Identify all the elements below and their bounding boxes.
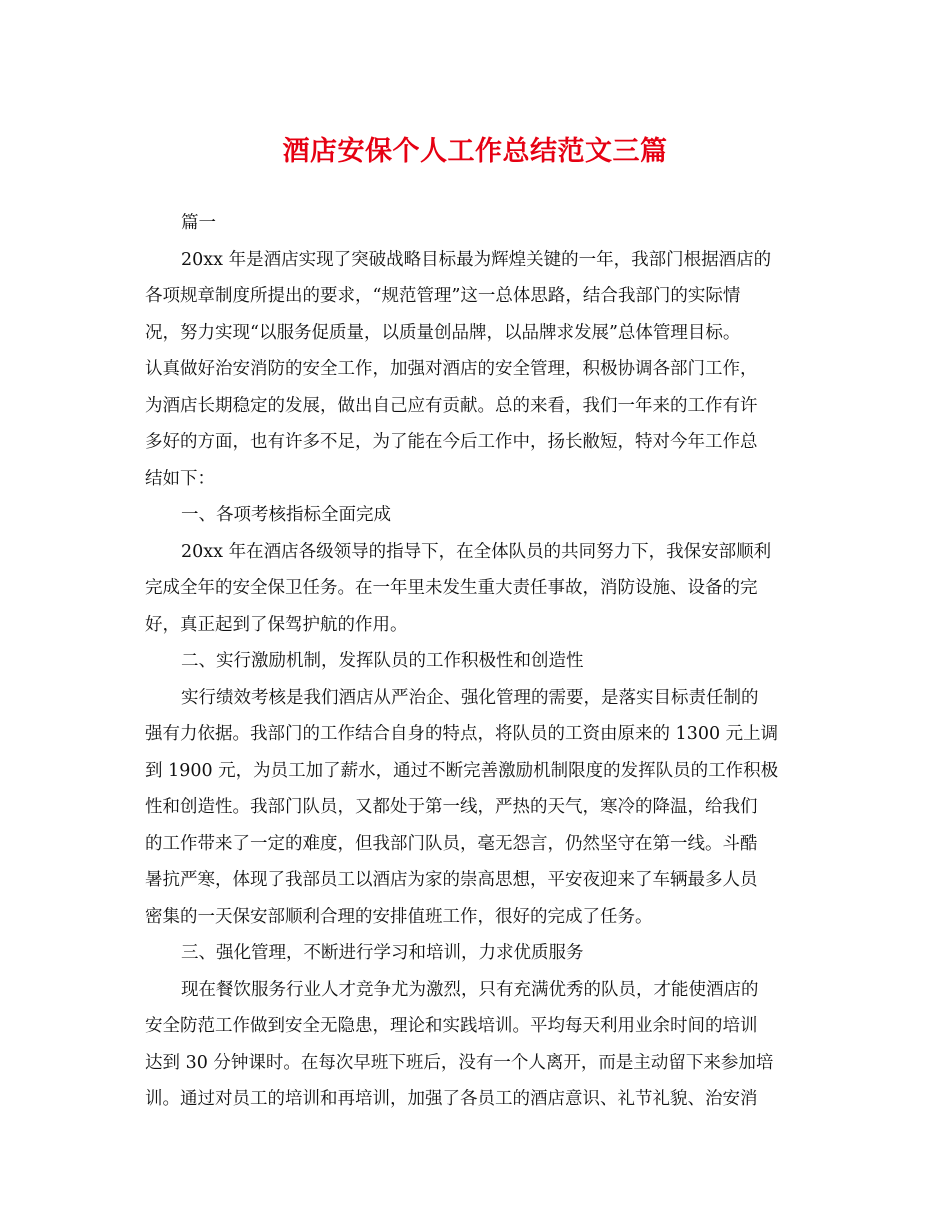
text-line: 暑抗严寒，体现了我部员工以酒店为家的崇高思想，平安夜迎来了车辆最多人员 xyxy=(145,870,758,890)
text-line: 20xx 年在酒店各级领导的指导下，在全体队员的共同努力下，我保安部顺利 xyxy=(181,541,772,562)
text-line: 密集的一天保安部顺利合理的安排值班工作，很好的完成了任务。 xyxy=(145,906,653,927)
text-line: 二、实行激励机制，发挥队员的工作积极性和创造性 xyxy=(181,651,584,671)
text-line: 一、各项考核指标全面完成 xyxy=(181,505,391,525)
text-line: 为酒店长期稳定的发展，做出自己应有贡献。总的来看，我们一年来的工作有许 xyxy=(145,395,758,416)
text-line: 各项规章制度所提出的要求，“规范管理”这一总体思路，结合我部门的实际情 xyxy=(145,286,741,306)
text-line: 训。通过对员工的培训和再培训，加强了各员工的酒店意识、礼节礼貌、治安消 xyxy=(145,1089,758,1109)
text-line: 安全防范工作做到安全无隐患，理论和实践培训。平均每天利用业余时间的培训 xyxy=(145,1016,758,1036)
text-line: 达到 30 分钟课时。在每次早班下班后，没有一个人离开，而是主动留下来参加培 xyxy=(145,1052,774,1073)
text-line: 篇一 xyxy=(181,213,216,233)
text-line: 实行绩效考核是我们酒店从严治企、强化管理的需要，是落实目标责任制的 xyxy=(181,687,759,708)
text-line: 性和创造性。我部门队员，又都处于第一线，严热的天气，寒冷的降温，给我们 xyxy=(145,797,758,817)
text-line: 的工作带来了一定的难度，但我部门队员，毫无怨言，仍然坚守在第一线。斗酷 xyxy=(145,833,758,854)
text-line: 20xx 年是酒店实现了突破战略目标最为辉煌关键的一年，我部门根据酒店的 xyxy=(181,249,772,270)
text-line: 认真做好治安消防的安全工作，加强对酒店的安全管理，积极协调各部门工作， xyxy=(145,359,758,379)
text-line: 到 1900 元，为员工加了薪水，通过不断完善激励机制限度的发挥队员的工作积极 xyxy=(145,760,779,781)
document-title: 酒店安保个人工作总结范文三篇 xyxy=(282,136,668,167)
text-line: 强有力依据。我部门的工作结合自身的特点，将队员的工资由原来的 1300 元上调 xyxy=(145,724,779,744)
text-line: 三、强化管理，不断进行学习和培训，力求优质服务 xyxy=(181,943,584,963)
text-line: 现在餐饮服务行业人才竞争尤为激烈，只有充满优秀的队员，才能使酒店的 xyxy=(181,979,759,1000)
text-line: 完成全年的安全保卫任务。在一年里未发生重大责任事故，消防设施、设备的完 xyxy=(145,578,758,598)
document-body xyxy=(145,205,805,1118)
text-line: 况，努力实现“以服务促质量，以质量创品牌，以品牌求发展”总体管理目标。 xyxy=(145,322,741,343)
text-line: 多好的方面，也有许多不足，为了能在今后工作中，扬长敝短，特对今年工作总 xyxy=(145,432,758,452)
text-line: 结如下： xyxy=(145,468,215,489)
text-line: 好，真正起到了保驾护航的作用。 xyxy=(145,614,408,635)
